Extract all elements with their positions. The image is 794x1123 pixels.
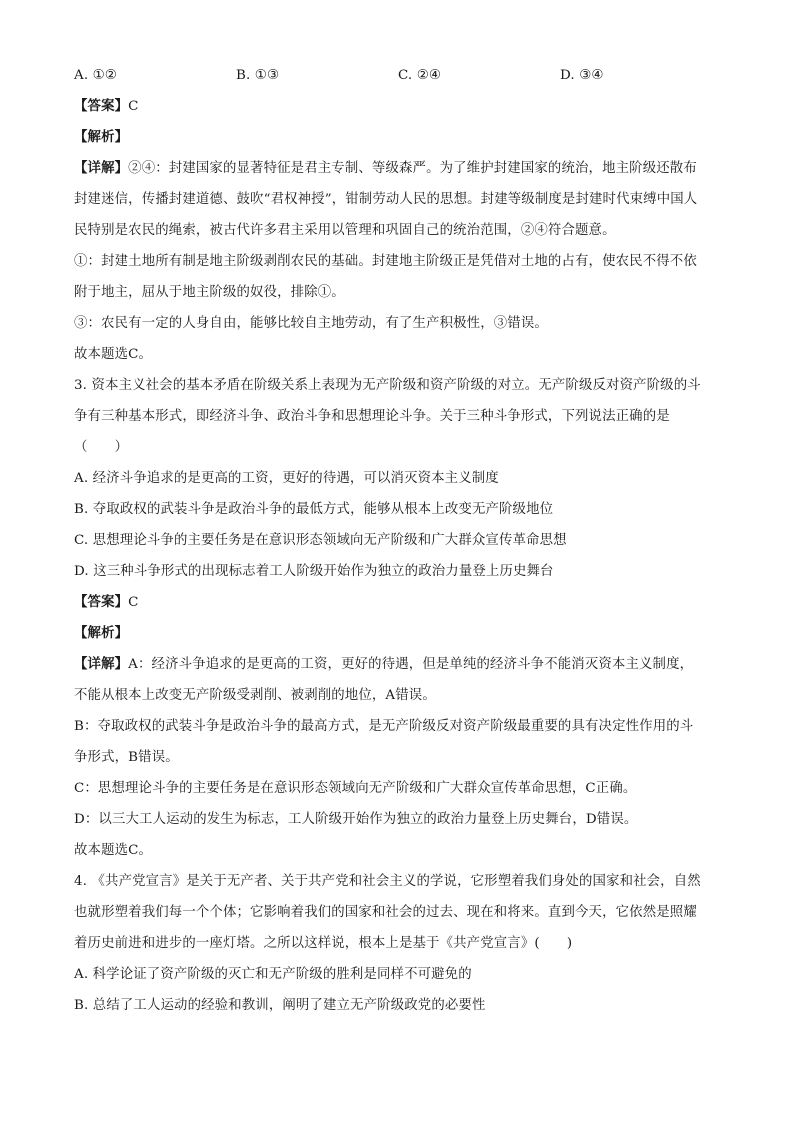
- q2-detail-line-2: 封建迷信，传播封建道德、鼓吹“君权神授”，钳制劳动人民的思想。封建等级制度是封建时代束缚中国人: [74, 192, 698, 207]
- q2-exclude-line-1: ①：封建土地所有制是地主阶级剥削农民的基础。封建地主阶级正是凭借对土地的占有，使农民不得不依: [74, 254, 697, 269]
- document-page: [74, 60, 724, 1021]
- q3-detail-line-5: C：思想理论斗争的主要任务是在意识形态领域向无产阶级和广大群众宣传革命思想，C正确。: [74, 781, 637, 796]
- q3-option-b: B. 夺取政权的武装斗争是政治斗争的最低方式，能够从根本上改变无产阶级地位: [74, 502, 554, 517]
- q3-detail-line-1: [74, 649, 724, 680]
- q4-stem-line-1: 4. 《共产党宣言》是关于无产者、关于共产党和社会主义的学说，它形塑着我们身处的国家和社会，自然: [74, 874, 701, 889]
- q4-stem-line-3: 着历史前进和进步的一座灯塔。之所以这样说，根本上是基于《共产党宣言》( ): [74, 936, 573, 951]
- q2-answer-value: C: [128, 99, 139, 114]
- q3-detail-text-1: A：经济斗争追求的是更高的工资，更好的待遇，但是单纯的经济斗争不能消灭资本主义制度，: [128, 657, 694, 672]
- q2-analysis-label: 【解析】: [74, 129, 129, 145]
- q2-exclude-line-3: ③：农民有一定的人身自由，能够比较自主地劳动，有了生产积极性，③错误。: [74, 316, 548, 331]
- q2-detail-text-1: ②④：封建国家的显著特征是君主专制、等级森严。为了维护封建国家的统治，地主阶级还散布: [128, 161, 697, 176]
- q3-stem-line-3: （ ）: [74, 440, 129, 455]
- q2-detail-line-3: 民特别是农民的绳索，被古代许多君主采用以管理和巩固自己的统治范围，②④符合题意。: [74, 223, 616, 238]
- q3-option-a: A. 经济斗争追求的是更高的工资，更好的待遇，可以消灭资本主义制度: [74, 471, 499, 486]
- q4-option-b: B. 总结了工人运动的经验和教训，阐明了建立无产阶级政党的必要性: [74, 998, 486, 1013]
- q3-detail-label: 【详解】: [74, 656, 129, 672]
- q2-answer-label: 【答案】: [74, 98, 129, 114]
- q3-stem-line-1: 3. 资本主义社会的基本矛盾在阶级关系上表现为无产阶级和资产阶级的对立。无产阶级反对资产阶级的斗: [74, 378, 701, 393]
- q3-option-d: D. 这三种斗争形式的出现标志着工人阶级开始作为独立的政治力量登上历史舞台: [74, 564, 554, 579]
- q3-detail-line-4: 争形式，B错误。: [74, 750, 179, 765]
- q2-option-a: A. ①②: [74, 68, 117, 83]
- q3-answer: [74, 587, 724, 618]
- q3-answer-label: 【答案】: [74, 594, 129, 610]
- q3-detail-line-6: D：以三大工人运动的发生为标志，工人阶级开始作为独立的政治力量登上历史舞台，D错误。: [74, 812, 638, 827]
- q3-stem-line-2: 争有三种基本形式，即经济斗争、政治斗争和思想理论斗争。关于三种斗争形式，下列说法正确的是: [74, 409, 670, 424]
- q3-option-c: C. 思想理论斗争的主要任务是在意识形态领域向无产阶级和广大群众宣传革命思想: [74, 533, 567, 548]
- q2-detail-label: 【详解】: [74, 160, 129, 176]
- q2-option-c: C. ②④: [398, 68, 442, 83]
- q3-detail-line-3: B：夺取政权的武装斗争是政治斗争的最高方式，是无产阶级反对资产阶级最重要的具有决定性作用的斗: [74, 719, 694, 734]
- q3-analysis-label: 【解析】: [74, 625, 129, 641]
- q2-option-b: B. ①③: [236, 68, 280, 83]
- q2-option-d: D. ③④: [560, 68, 604, 83]
- q4-option-a: A. 科学论证了资产阶级的灭亡和无产阶级的胜利是同样不可避免的: [74, 967, 472, 982]
- q2-detail-line-1: [74, 153, 724, 184]
- q4-stem-line-2: 也就形塑着我们每一个个体；它影响着我们的国家和社会的过去、现在和将来。直到今天，它依然是照耀: [74, 905, 697, 920]
- q2-options: [74, 60, 724, 91]
- q3-answer-value: C: [128, 595, 139, 610]
- q3-conclusion: 故本题选C。: [74, 843, 153, 858]
- q2-exclude-line-2: 附于地主，屈从于地主阶级的奴役，排除①。: [74, 285, 345, 300]
- q2-answer: [74, 91, 724, 122]
- q2-conclusion: 故本题选C。: [74, 347, 153, 362]
- q3-detail-line-2: 不能从根本上改变无产阶级受剥削、被剥削的地位，A错误。: [74, 688, 436, 703]
